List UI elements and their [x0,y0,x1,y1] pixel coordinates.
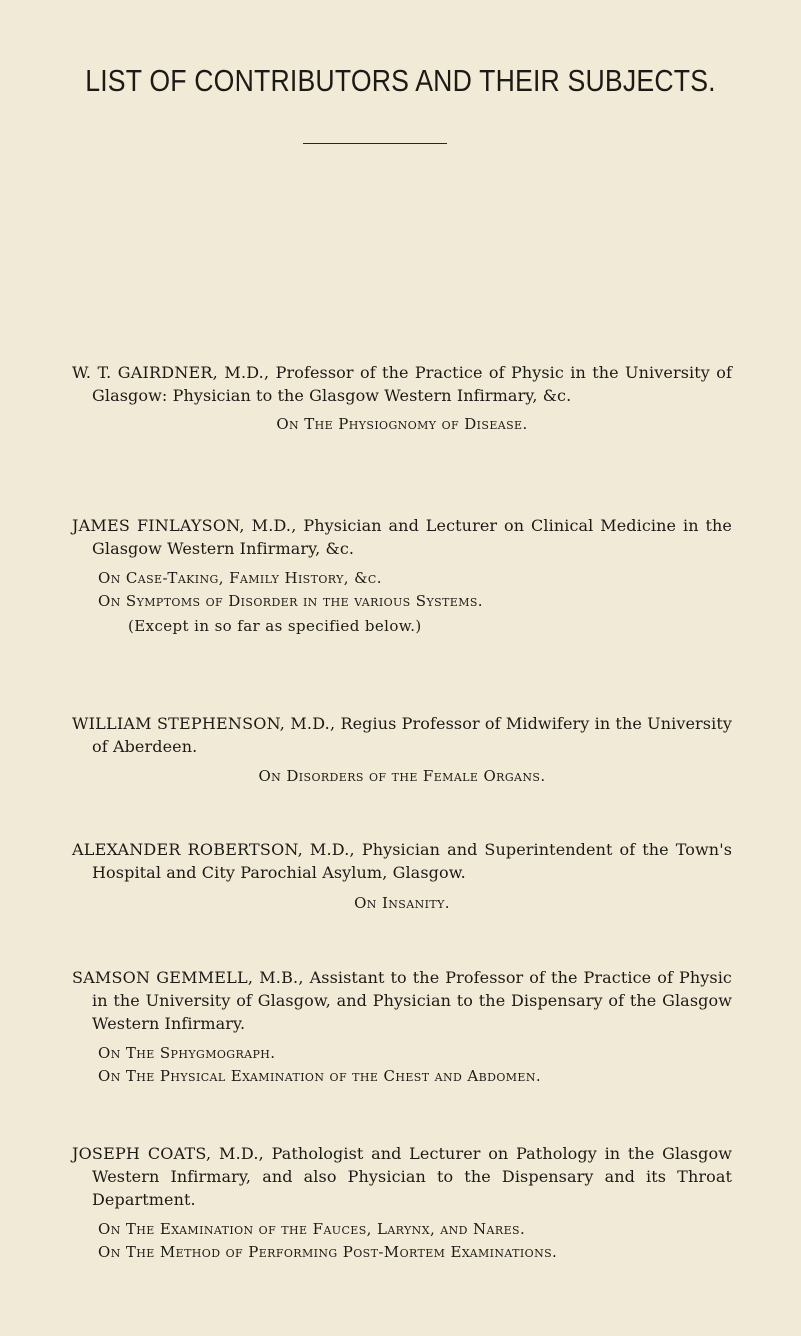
contributor-subject: On Insanity. [354,894,450,912]
contributor-entry-stephenson [72,712,732,787]
page-title: LIST OF CONTRIBUTORS AND THEIR SUBJECTS. [85,63,716,98]
contributor-credentials: Physician and Superintendent of the Town's Hospital and City Parochial Asylum, Glasgow. [92,840,732,882]
contributor-subject: On The Sphygmograph. [98,1044,276,1062]
contributor-description [72,838,732,884]
contributor-description [72,1142,732,1211]
contributor-credentials: Professor of the Practice of Physic in the University of Glasgow: Physician to the Glasgow Western Infirmary, &c. [92,363,732,405]
contributor-note: (Except in so far as specified below.) [128,617,422,635]
contributor-subject: On Disorders of the Female Organs. [258,767,546,785]
contributor-subject: On Case-Taking, Family History, &c. [98,569,382,587]
contributor-description [72,514,732,560]
contributor-entry-coats [72,1142,732,1263]
contributor-entry-gemmell [72,966,732,1087]
contributor-subject: On The Method of Performing Post-Mortem Examinations. [98,1243,558,1261]
contributor-subject: On The Physiognomy of Disease. [276,415,528,433]
contributor-subject: On The Examination of the Fauces, Larynx, and Nares. [98,1220,526,1238]
contributor-name: SAMSON GEMMELL, M.B., [72,968,304,987]
contributor-entry-finlayson [72,514,732,637]
contributor-entry-gairdner [72,361,732,435]
contributor-credentials: Physician and Lecturer on Clinical Medicine in the Glasgow Western Infirmary, &c. [92,516,732,558]
contributor-name: W. T. GAIRDNER, M.D., [72,363,270,382]
contributor-name: ALEXANDER ROBERTSON, M.D., [72,840,355,859]
contributor-subject: On Symptoms of Disorder in the various Systems. [98,592,483,610]
contributor-description [72,966,732,1035]
contributor-description [72,712,732,758]
contributor-credentials: Pathologist and Lecturer on Pathology in the Glasgow Western Infirmary, and also Physician to the Dispensary and its Throat Department. [92,1144,732,1209]
contributor-name: JOSEPH COATS, M.D., [72,1144,264,1163]
contributor-description [72,361,732,407]
title-rule [303,143,447,144]
contributor-subject: On The Physical Examination of the Chest and Abdomen. [98,1067,542,1085]
contributor-credentials: Regius Professor of Midwifery in the University of Aberdeen. [92,714,733,756]
contributor-credentials: Assistant to the Professor of the Practice of Physic in the University of Glasgow, and Physician to the Dispensary of the Glasgow Western Infirmary. [92,968,732,1033]
contributor-name: JAMES FINLAYSON, M.D., [72,516,297,535]
contributor-name: WILLIAM STEPHENSON, M.D., [72,714,336,733]
contributor-entry-robertson [72,838,732,914]
